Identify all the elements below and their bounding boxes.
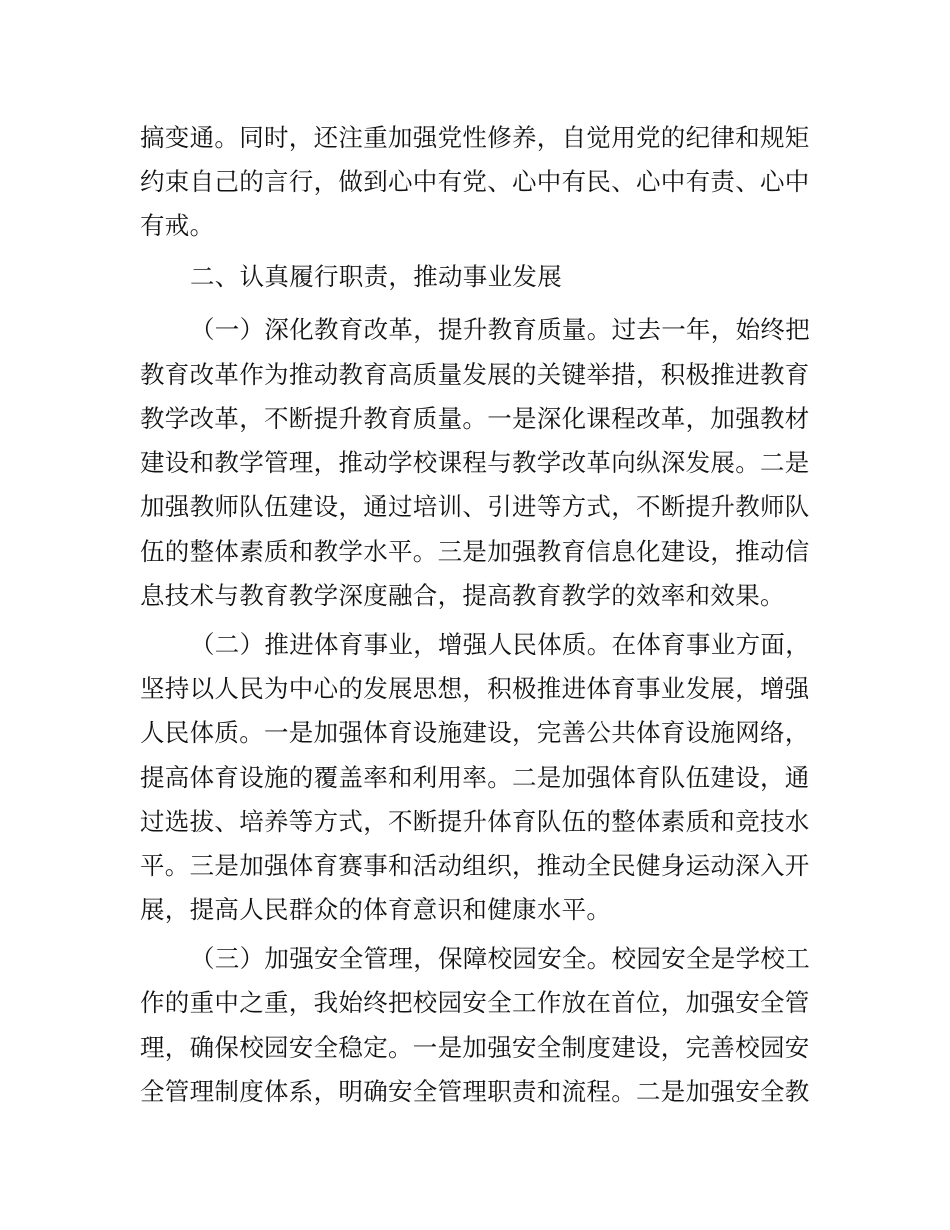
paragraph-first-line: （一）深化教育改革，提升教育质量。过去一年，始终把: [190, 315, 810, 344]
text-line: 息技术与教育教学深度融合，提高教育教学的效率和效果。: [140, 581, 785, 610]
text-line: 伍的整体素质和教学水平。三是加强教育信息化建设，推动信: [140, 537, 810, 566]
text-line: 理，确保校园安全稳定。一是加强安全制度建设，完善校园安: [140, 1033, 810, 1062]
text-line: 加强教师队伍建设，通过培训、引进等方式，不断提升教师队: [140, 492, 810, 521]
text-line: 全管理制度体系，明确安全管理职责和流程。二是加强安全教: [140, 1077, 810, 1106]
text-line: 约束自己的言行，做到心中有党、心中有民、心中有责、心中: [140, 167, 810, 196]
text-line: 搞变通。同时，还注重加强党性修养，自觉用党的纪律和规矩: [140, 123, 810, 152]
text-line: 作的重中之重，我始终把校园安全工作放在首位，加强安全管: [140, 988, 810, 1017]
text-line: 提高体育设施的覆盖率和利用率。二是加强体育队伍建设，通: [140, 763, 810, 792]
text-line: 过选拔、培养等方式，不断提升体育队伍的整体素质和竞技水: [140, 807, 810, 836]
section-heading: 二、认真履行职责，推动事业发展: [190, 262, 562, 291]
text-line: 坚持以人民为中心的发展思想，积极推进体育事业发展，增强: [140, 674, 810, 703]
text-line: 人民体质。一是加强体育设施建设，完善公共体育设施网络，: [140, 718, 810, 747]
text-line: 教学改革，不断提升教育质量。一是深化课程改革，加强教材: [140, 404, 810, 433]
paragraph-first-line: （二）推进体育事业，增强人民体质。在体育事业方面，: [190, 630, 810, 659]
text-line: 平。三是加强体育赛事和活动组织，推动全民健身运动深入开: [140, 851, 810, 880]
text-line: 展，提高人民群众的体育意识和健康水平。: [140, 895, 612, 924]
text-line: 有戒。: [140, 211, 215, 240]
paragraph-first-line: （三）加强安全管理，保障校园安全。校园安全是学校工: [190, 944, 810, 973]
text-line: 教育改革作为推动教育高质量发展的关键举措，积极推进教育: [140, 360, 810, 389]
text-line: 建设和教学管理，推动学校课程与教学改革向纵深发展。二是: [140, 448, 810, 477]
